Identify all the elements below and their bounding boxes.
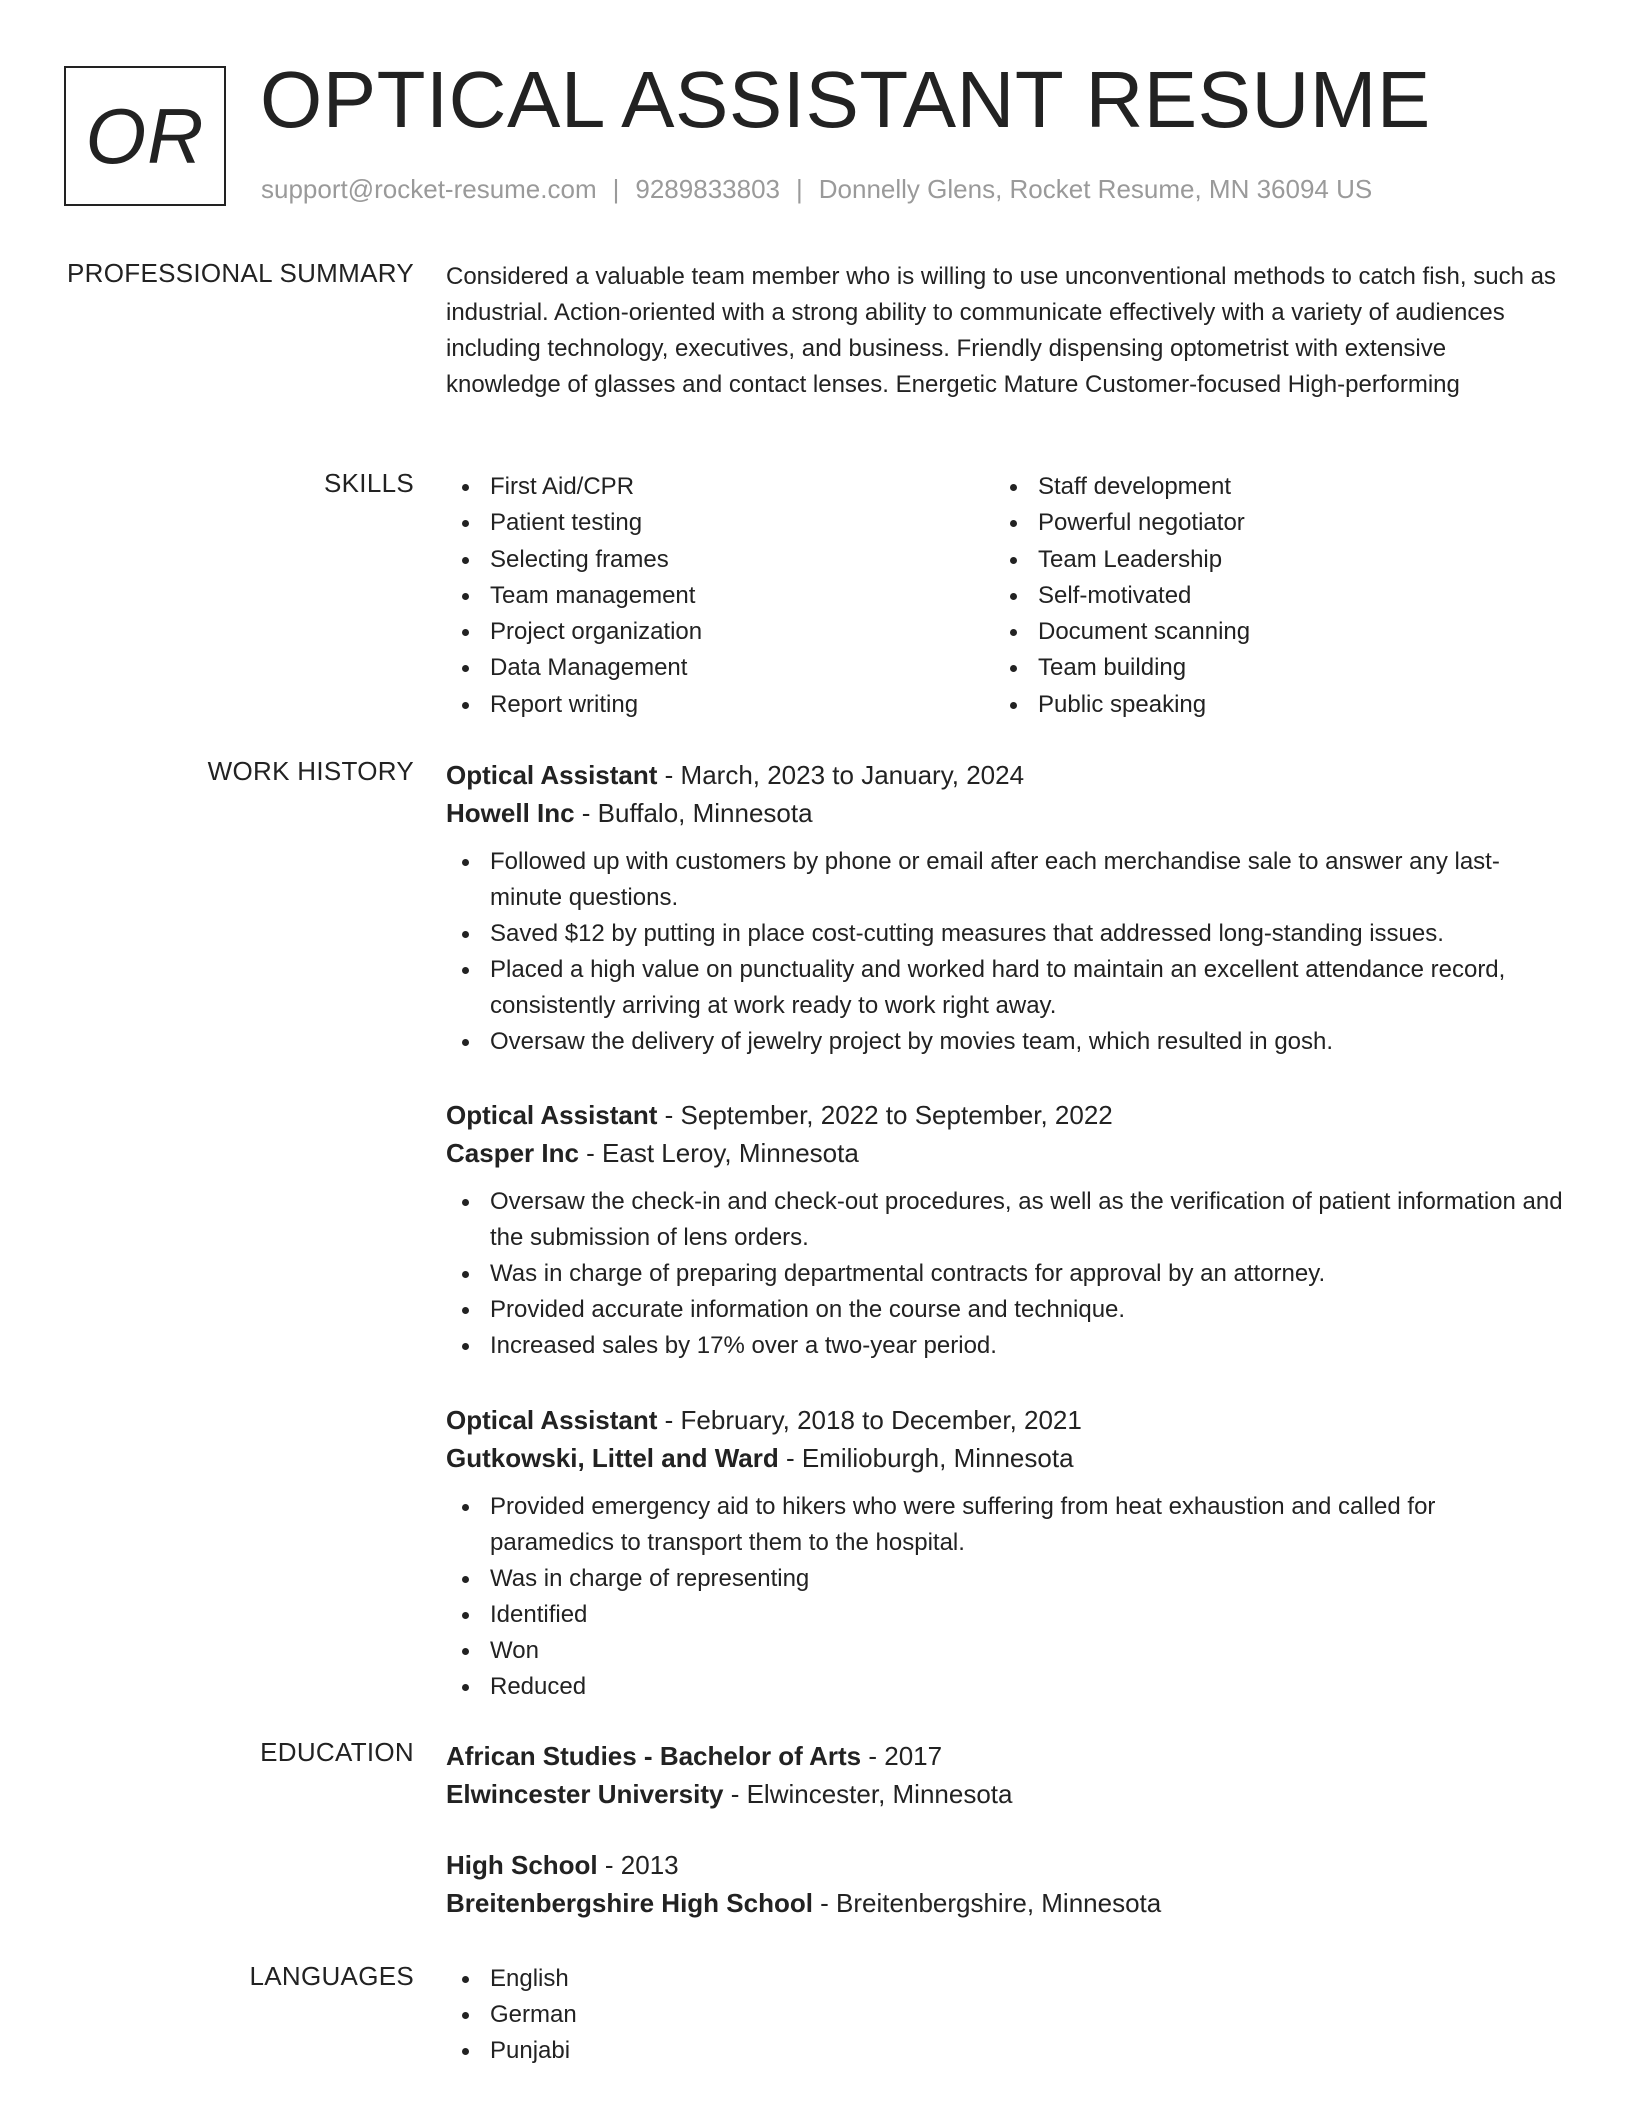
job-dates: - February, 2018 to December, 2021 — [657, 1405, 1082, 1435]
job-dates: - September, 2022 to September, 2022 — [657, 1100, 1113, 1130]
job-company: Gutkowski, Littel and Ward — [446, 1443, 779, 1473]
contact-separator: | — [796, 174, 803, 204]
education-degree: African Studies - Bachelor of Arts — [446, 1741, 862, 1771]
skill-item: Project organization — [446, 614, 986, 650]
education-school: Breitenbergshire High School — [446, 1888, 813, 1918]
skill-item: Report writing — [446, 687, 986, 723]
section-label-education: EDUCATION — [260, 1737, 414, 1767]
section-label-work-history: WORK HISTORY — [207, 756, 414, 786]
skill-item: Team management — [446, 578, 986, 614]
job-bullet: Won — [446, 1633, 1566, 1669]
skills-list-right — [994, 469, 1534, 723]
skill-item: First Aid/CPR — [446, 469, 986, 505]
education-entry — [446, 1846, 1566, 1922]
job-company-line — [446, 1439, 1566, 1477]
education-school-line — [446, 1884, 1566, 1922]
job-title-line — [446, 1096, 1566, 1134]
job-company-line — [446, 794, 1566, 832]
language-item: Punjabi — [446, 2033, 1566, 2069]
job-location: - East Leroy, Minnesota — [578, 1138, 859, 1168]
skill-item: Document scanning — [994, 614, 1534, 650]
job-dates: - March, 2023 to January, 2024 — [657, 760, 1025, 790]
resume-title: OPTICAL ASSISTANT RESUME — [260, 55, 1431, 144]
job-company-line — [446, 1134, 1566, 1172]
job-entry — [446, 1096, 1566, 1364]
job-bullet: Oversaw the delivery of jewelry project by movies team, which resulted in gosh. — [446, 1024, 1566, 1060]
education-degree-line — [446, 1846, 1566, 1884]
job-entry — [446, 756, 1566, 1060]
contact-line — [261, 174, 1372, 205]
language-item: German — [446, 1997, 1566, 2033]
monogram-initials: OR — [85, 91, 205, 180]
job-bullets — [446, 844, 1566, 1060]
skill-item: Team Leadership — [994, 542, 1534, 578]
language-item: English — [446, 1961, 1566, 1997]
education-year: - 2017 — [861, 1741, 943, 1771]
skill-item: Public speaking — [994, 687, 1534, 723]
job-bullet: Provided emergency aid to hikers who were suffering from heat exhaustion and called for paramedics to transport them to the hospital. — [446, 1489, 1566, 1561]
job-location: - Emilioburgh, Minnesota — [778, 1443, 1074, 1473]
job-title-line — [446, 756, 1566, 794]
section-label-languages: LANGUAGES — [249, 1961, 414, 1991]
skill-item: Data Management — [446, 650, 986, 686]
contact-address: Donnelly Glens, Rocket Resume, MN 36094 US — [818, 174, 1373, 204]
education-school: Elwincester University — [446, 1779, 724, 1809]
skill-item: Powerful negotiator — [994, 505, 1534, 541]
summary-text: Considered a valuable team member who is willing to use unconventional methods to catch fish, such as industrial. Action-oriented with a strong ability to communicate effectively with a variety of audiences including technology, executives, and business. Friendly dispensing optometrist with extensive knowledge of glasses and contact lenses. Energetic Mature Customer-focused High-performing — [446, 263, 1556, 398]
job-company: Howell Inc — [446, 798, 575, 828]
job-bullets — [446, 1184, 1566, 1364]
job-company: Casper Inc — [446, 1138, 579, 1168]
contact-phone: 9289833803 — [635, 174, 780, 204]
job-title: Optical Assistant — [446, 1100, 658, 1130]
job-bullet: Saved $12 by putting in place cost-cutting measures that addressed long-standing issues. — [446, 916, 1566, 952]
education-location: - Elwincester, Minnesota — [723, 1779, 1013, 1809]
education-degree-line — [446, 1737, 1566, 1775]
skill-item: Staff development — [994, 469, 1534, 505]
section-label-skills: SKILLS — [324, 468, 414, 498]
job-bullet: Oversaw the check-in and check-out procedures, as well as the verification of patient information and the submission of lens orders. — [446, 1184, 1566, 1256]
education-entry — [446, 1737, 1566, 1813]
languages-list — [446, 1961, 1566, 2069]
job-bullets — [446, 1489, 1566, 1705]
education-year: - 2013 — [597, 1850, 679, 1880]
contact-email: support@rocket-resume.com — [261, 174, 597, 204]
section-label-summary: PROFESSIONAL SUMMARY — [67, 258, 414, 288]
monogram-box — [64, 66, 226, 206]
contact-separator: | — [612, 174, 620, 204]
job-bullet: Followed up with customers by phone or email after each merchandise sale to answer any last-minute questions. — [446, 844, 1566, 916]
skills-list-left — [446, 469, 986, 723]
job-bullet: Increased sales by 17% over a two-year period. — [446, 1328, 1566, 1364]
job-bullet: Identified — [446, 1597, 1566, 1633]
job-title: Optical Assistant — [446, 1405, 658, 1435]
job-bullet: Provided accurate information on the course and technique. — [446, 1292, 1566, 1328]
skill-item: Self-motivated — [994, 578, 1534, 614]
job-title-line — [446, 1401, 1566, 1439]
job-bullet: Placed a high value on punctuality and worked hard to maintain an excellent attendance record, consistently arriving at work ready to work right away. — [446, 952, 1566, 1024]
job-location: - Buffalo, Minnesota — [574, 798, 813, 828]
education-location: - Breitenbergshire, Minnesota — [812, 1888, 1162, 1918]
job-bullet: Reduced — [446, 1669, 1566, 1705]
job-bullet: Was in charge of representing — [446, 1561, 1566, 1597]
skill-item: Patient testing — [446, 505, 986, 541]
skill-item: Selecting frames — [446, 542, 986, 578]
job-bullet: Was in charge of preparing departmental contracts for approval by an attorney. — [446, 1256, 1566, 1292]
job-entry — [446, 1401, 1566, 1705]
education-degree: High School — [446, 1850, 598, 1880]
job-title: Optical Assistant — [446, 760, 658, 790]
skill-item: Team building — [994, 650, 1534, 686]
education-school-line — [446, 1775, 1566, 1813]
